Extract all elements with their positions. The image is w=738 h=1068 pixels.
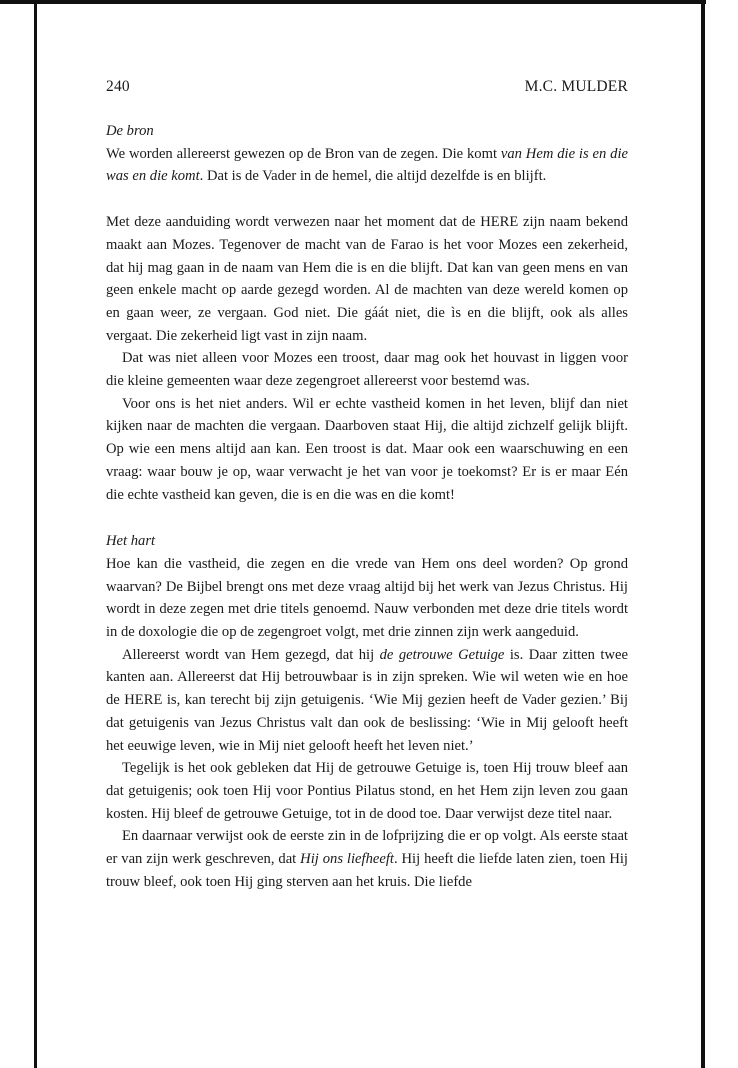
paragraph: Hoe kan die vastheid, die zegen en die vrede van Hem ons deel worden? Op grond waarvan? De Bijbel brengt ons met deze vraag altijd bij het werk van Jezus Christus. Hij wordt in deze zegen met drie titels genoemd. Nauw verbonden met deze drie titels wordt in de doxologie die op de zegengroet volgt, met drie zinnen zijn werk aangeduid. <box>106 555 628 641</box>
section-title: Het hart <box>106 533 156 550</box>
paragraph <box>106 825 628 893</box>
text-run: Allereerst wordt van Hem gezegd, dat hij <box>122 646 380 663</box>
text-run: is. Daar zitten twee kanten aan. Allereerst dat Hij betrouwbaar is in zijn spreken. Wie wil weten wie en hoe de HERE is, kan terecht bij zijn getuigenis. ‘Wie Mij gezien heeft de Vader gezien.’ Bij dat getuigenis van Jezus Christus valt dan ook de beslissing: ‘Wie in Mij gelooft heeft het eeuwige leven, wie in Mij niet gelooft heeft het leven niet.’ <box>106 646 628 754</box>
italic-phrase: Hij ons liefheeft <box>300 851 394 868</box>
italic-quote: van Hem die is en die was en die komt <box>106 145 628 185</box>
paragraph: Voor ons is het niet anders. Wil er echte vastheid komen in het leven, blijf dan niet kijken naar de machten die vergaan. Daarboven staat Hij, die altijd zichzelf gelijk blijft. Op wie een mens altijd aan kan. Een troost is dat. Maar ook een waarschuwing en een vraag: waar bouw je op, waar verwacht je het van voor je toekomst? Er is er maar Eén die echte vastheid kan geven, die is en die was en die komt! <box>106 395 628 503</box>
paragraph: Met deze aanduiding wordt verwezen naar het moment dat de HERE zijn naam bekend maakt aan Mozes. Tegenover de macht van de Farao is het voor Mozes een zekerheid, dat hij mag gaan in de naam van Hem die is en die blijft. Dat kan van geen mens en van geen enkele macht op aarde gezegd worden. Al de machten van deze wereld komen op en gaan weer, ze vergaan. God niet. Die gáát niet, die ìs en die blijft, ook als alles vergaat. Die zekerheid ligt vast in zijn naam. <box>106 214 628 344</box>
page-header <box>106 74 628 100</box>
paragraph: Dat was niet alleen voor Mozes een troost, daar mag ook het houvast in liggen voor die kleine gemeenten waar deze zegengroet allereerst voor bestemd was. <box>106 350 628 390</box>
paragraph: Tegelijk is het ook gebleken dat Hij de getrouwe Getuige is, toen Hij trouw bleef aan dat getuigenis; ook toen Hij voor Pontius Pilatus stond, en het Hem zijn leven zou gaan kosten. Hij bleef de getrouwe Getuige, tot in de dood toe. Daar verwijst deze titel naar. <box>106 760 628 822</box>
running-head: M.C. MULDER <box>524 78 628 95</box>
text-run: . Dat is de Vader in de hemel, die altijd dezelfde is en blijft. <box>199 168 547 185</box>
text-run: En daarnaar verwijst ook de eerste zin in de lofprijzing die er op volgt. Als eerste staat er van zijn werk geschreven, dat <box>106 828 628 868</box>
italic-phrase: de getrouwe Getuige <box>379 646 505 663</box>
section-het-hart <box>106 530 628 893</box>
book-page <box>106 74 628 894</box>
section-de-bron <box>106 120 628 506</box>
paragraph <box>106 143 628 188</box>
scan-border-top <box>0 0 706 4</box>
section-title: De bron <box>106 123 154 139</box>
page-number: 240 <box>106 78 130 95</box>
paragraph <box>106 644 628 758</box>
text-run: . Hij heeft die liefde laten zien, toen Hij trouw bleef, ook toen Hij ging sterven aan het kruis. Die liefde <box>106 851 628 890</box>
scan-border-right <box>701 0 705 1068</box>
scan-border-left <box>34 0 37 1068</box>
text-run: We worden allereerst gewezen op de Bron van de zegen. Die komt <box>106 145 501 162</box>
